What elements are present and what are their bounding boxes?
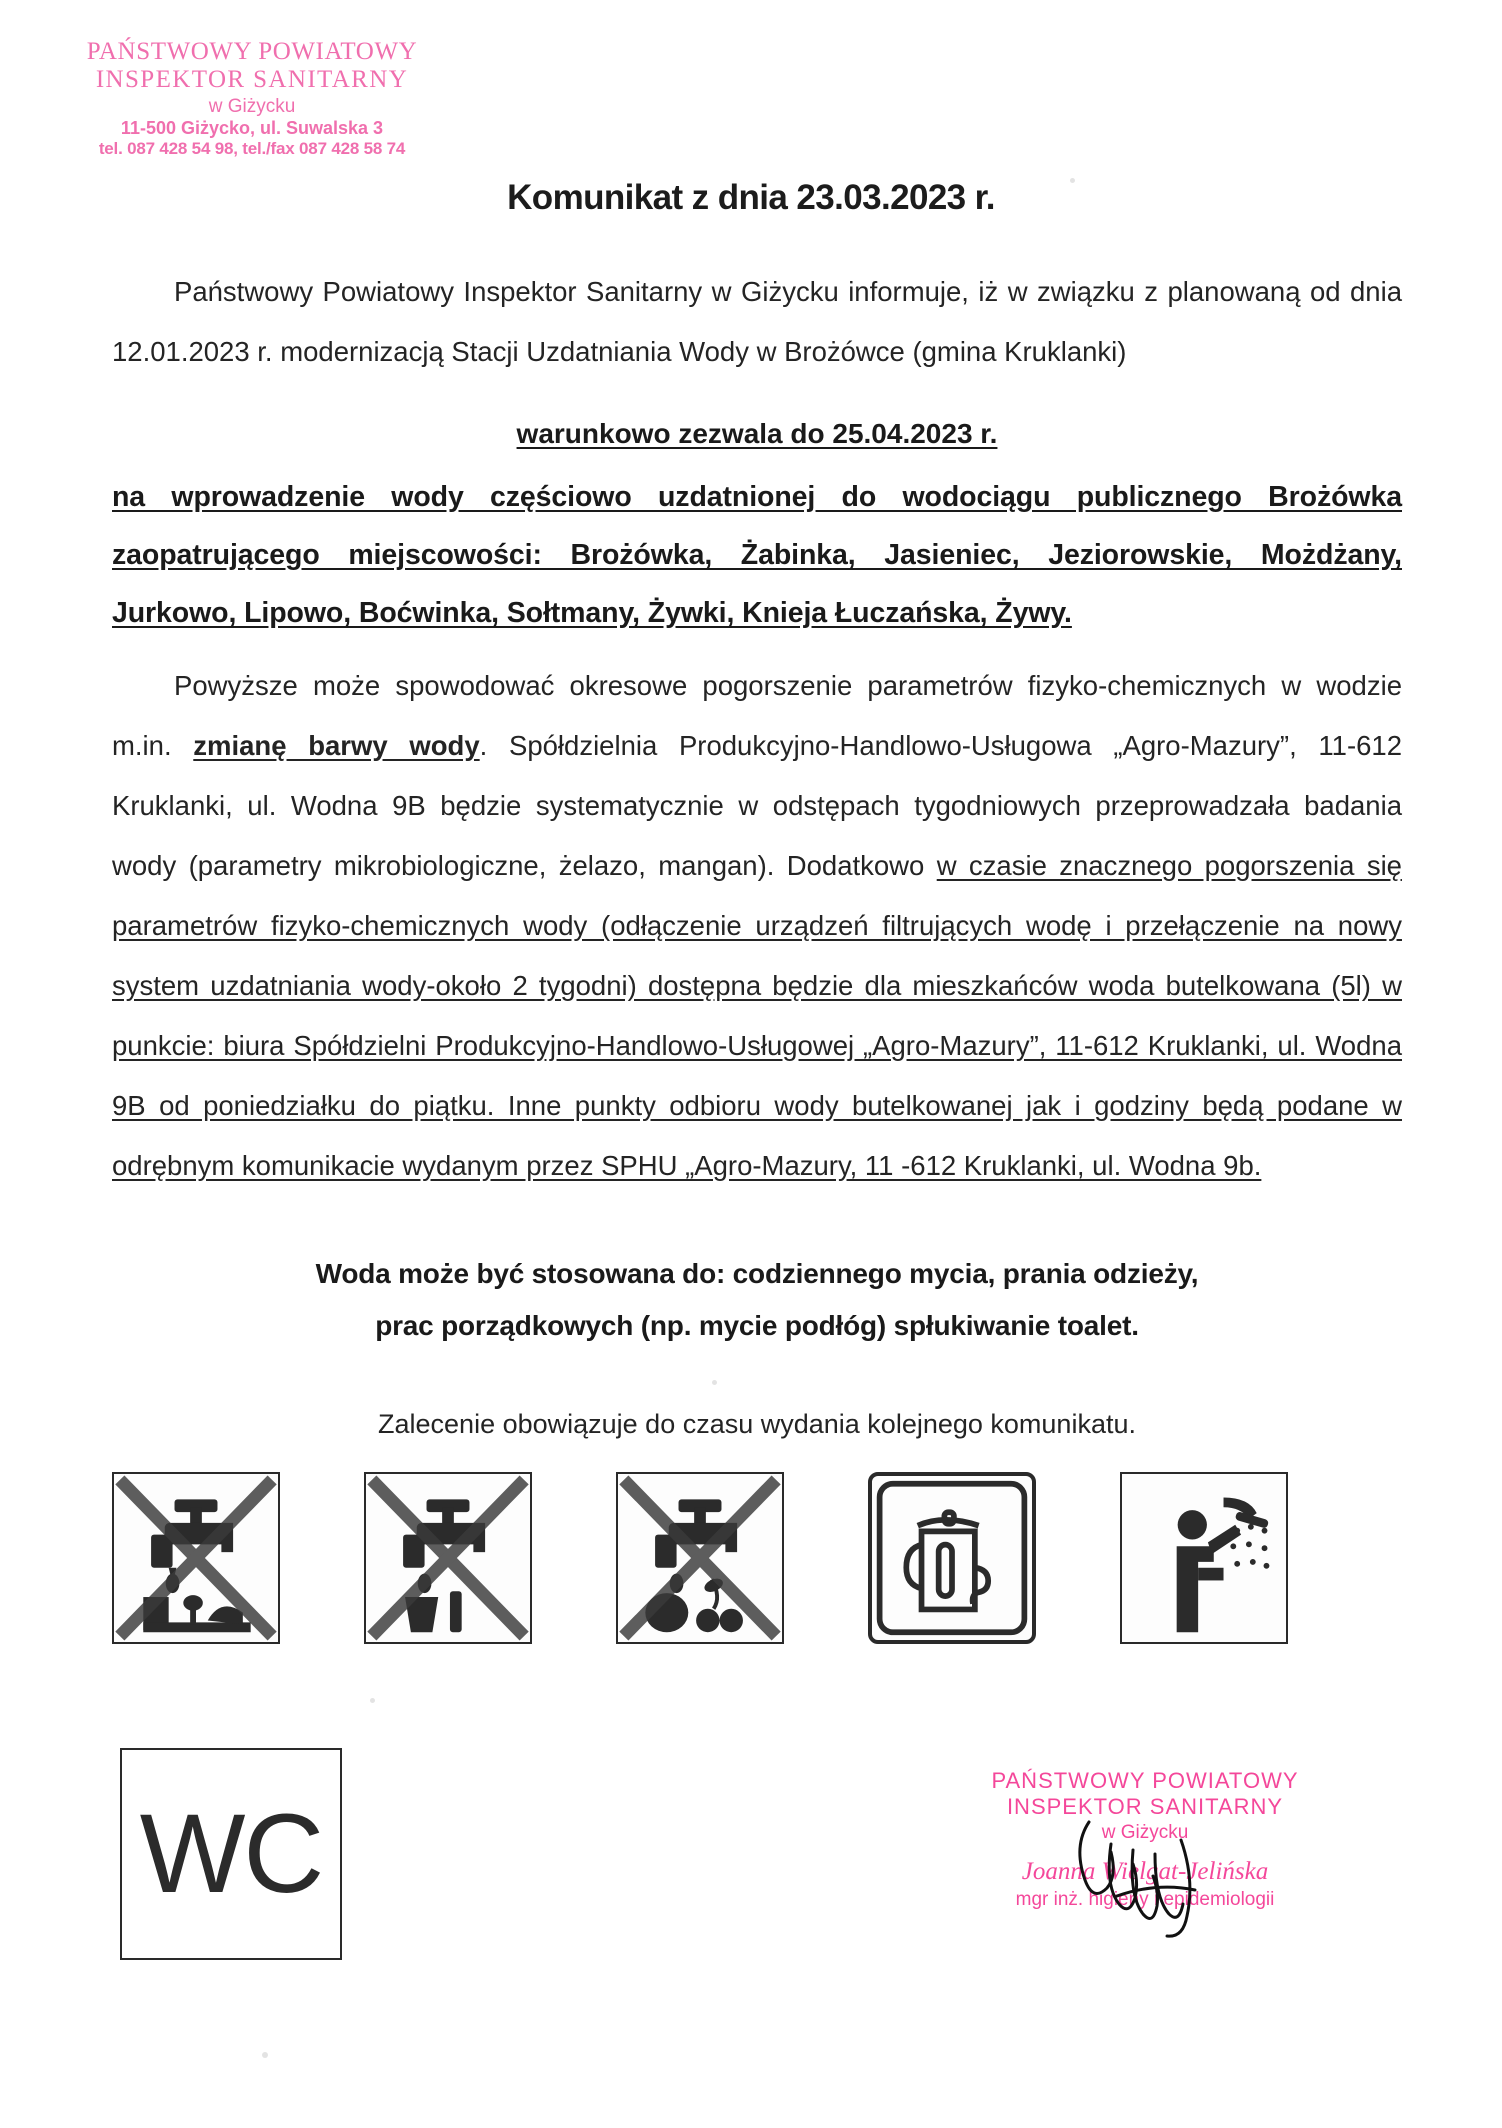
sig-stamp-role: mgr inż. higieny i epidemiologii (1015, 1888, 1275, 1910)
permission-headline (112, 404, 1402, 464)
page-title: Komunikat z dnia 23.03.2023 r. (507, 178, 995, 217)
permission-headline-text: warunkowo zezwala do 25.04.2023 r. (516, 418, 998, 449)
boiling-kettle-icon (868, 1472, 1036, 1644)
paragraph-details (112, 656, 1402, 1196)
document-body (112, 262, 1402, 1448)
scan-speck (712, 1380, 717, 1385)
permission-scope-block (112, 468, 1402, 642)
stamp-line-authority-2: INSPEKTOR SANITARNY (95, 66, 409, 93)
no-drinking-water-icon (112, 1472, 280, 1644)
sig-stamp-name: Joanna Wielgat-Jelińska (1021, 1857, 1269, 1885)
stamp-line-address: 11-500 Giżycko, ul. Suwalska 3 (120, 118, 384, 139)
details-segment-2: . Spółdzielnia Produkcyjno-Handlowo-Usługowa „Agro-Mazury”, 11-612 Kruklanki, ul. Wodna 9B będzie systematycznie w odstępach tygodniowych przeprowadzała badania wody (parametry mikrobiologiczne, żelazo, mangan). Dodatkowo (112, 730, 1402, 881)
spacer (112, 642, 1402, 656)
sig-stamp-authority-2: INSPEKTOR SANITARNY (1006, 1794, 1284, 1820)
stamp-line-city: w Giżycku (208, 96, 296, 117)
details-segment-1: Powyższe może spowodować okresowe pogorszenie parametrów fizyko-chemicznych w wodzie m.in. (112, 670, 1402, 761)
usage-notice (112, 1248, 1402, 1352)
closing-statement: Zalecenie obowiązuje do czasu wydania kolejnego komunikatu. (378, 1409, 1136, 1439)
details-segment-bottled-water: w czasie znacznego pogorszenia się parametrów fizyko-chemicznych wody (odłączenie urządzeń filtrujących wodę i przełączenie na nowy system uzdatniania wody-około 2 tygodni) dostępna będzie dla mieszkańców woda butelkowana (5l) w punkcie: biura Spółdzielni Produkcyjno-Handlowo-Usługowej „Agro-Mazury”, 11-612 Kruklanki, ul. Wodna 9B od poniedziałku do piątku. Inne punkty odbioru wody butelkowanej jak i godziny będą podane w odrębnym komunikacie wydanym przez SPHU „Agro-Mazury, 11 -612 Kruklanki, ul. Wodna 9b. (112, 850, 1402, 1181)
pictogram-row (112, 1472, 1402, 1652)
stamp-line-phone: tel. 087 428 54 98, tel./fax 087 428 58 74 (98, 139, 406, 159)
shower-allowed-icon (1120, 1472, 1288, 1644)
no-tooth-brushing-icon (364, 1472, 532, 1644)
spacer (112, 382, 1402, 396)
sig-stamp-authority-1: PAŃSTWOWY POWIATOWY (991, 1768, 1299, 1793)
scan-speck (370, 1698, 375, 1703)
sig-stamp-city: w Giżycku (1101, 1821, 1189, 1843)
stamp-line-authority-1: PAŃSTWOWY POWIATOWY (86, 38, 418, 65)
wc-label: WC (139, 1791, 323, 1916)
paragraph-intro: Państwowy Powiatowy Inspektor Sanitarny w Giżycku informuje, iż w związku z planowaną od dnia 12.01.2023 r. modernizacją Stacji Uzdatniania Wody w Brożówce (gmina Kruklanki) (112, 276, 1402, 367)
signature-office-stamp (955, 1768, 1335, 1911)
scan-speck (262, 2052, 268, 2058)
no-washing-food-icon (616, 1472, 784, 1644)
scan-speck (1070, 178, 1075, 183)
permission-scope-text: na wprowadzenie wody częściowo uzdatnionej do wodociągu publicznego Brożówka zaopatrującego miejscowości: Brożówka, Żabinka, Jasieniec, Jeziorowskie, Możdżany, Jurkowo, Lipowo, Boćwinka, Sołtmany, Żywki, Knieja Łuczańska, Żywy. (112, 481, 1402, 629)
header-office-stamp (52, 38, 452, 158)
wc-allowed-box (120, 1748, 342, 1960)
usage-notice-line-2: prac porządkowych (np. mycie podłóg) spłukiwanie toalet. (375, 1310, 1139, 1341)
usage-notice-line-1: Woda może być stosowana do: codziennego mycia, prania odzieży, (315, 1258, 1199, 1289)
details-emphasis-color-change: zmianę barwy wody (193, 730, 480, 761)
